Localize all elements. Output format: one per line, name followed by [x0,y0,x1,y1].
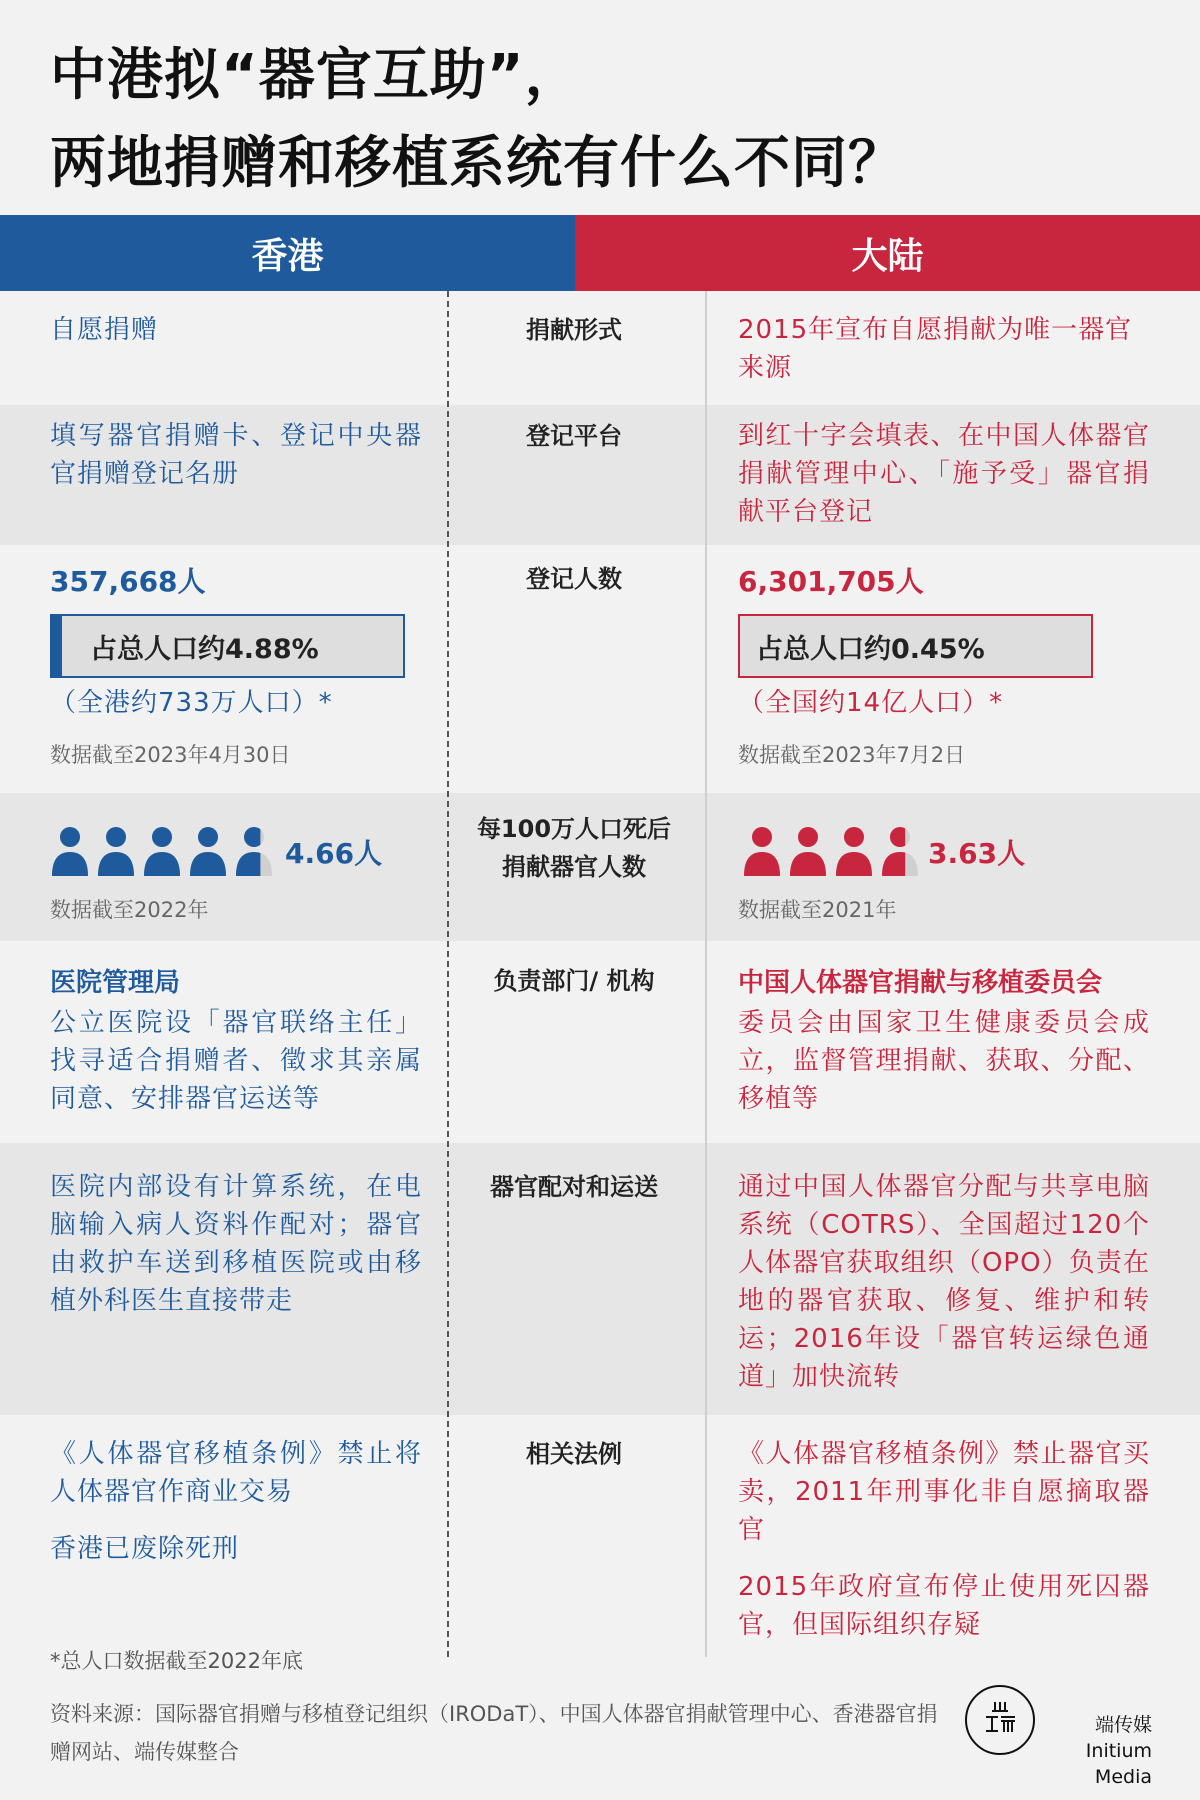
divider-left [447,291,449,1657]
per-million-label [452,810,696,886]
person-icon [880,826,920,876]
per-million-hk-value: 4.66人 [285,837,383,870]
per-million-cn-value: 3.63人 [928,837,1026,870]
page-title [50,32,1150,208]
matching-hk: 医院内部设有计算系统，在电脑输入病人资料作配对；器官由救护车送到移植医院或由移植外科医生直接带走 [50,1172,422,1316]
brand [1040,1712,1152,1790]
registered-hk-percent: 占总人口约4.88% [90,633,319,665]
platform-hk: 填写器官捐赠卡、登记中央器官捐赠登记名册 [50,421,422,489]
law-hk-p2: 香港已废除死刑 [50,1534,240,1564]
title-line-1: 中港拟“器官互助”， [50,43,582,108]
dept-cn-text: 委员会由国家卫生健康委员会成立，监督管理捐献、获取、分配、移植等 [738,1008,1150,1114]
footnote: *总人口数据截至2022年底 [50,1649,303,1673]
registered-hk-date: 数据截至2023年4月30日 [50,743,291,767]
matching-cn: 通过中国人体器官分配与共享电脑系统（COTRS）、全国超过120个人体器官获取组织（OPO）负责在地的器官获取、修复、维护和转运；2016年设「器官转运绿色通道」加快流转 [738,1172,1150,1392]
divider-right [705,291,707,1657]
per-million-hk-date: 数据截至2022年 [50,898,209,922]
law-hk-p1: 《人体器官移植条例》禁止将人体器官作商业交易 [50,1439,422,1507]
person-icon [50,826,90,876]
platform-label: 登记平台 [526,422,622,450]
hk-people-icons [50,826,274,876]
person-icon [834,826,874,876]
dept-cn-title: 中国人体器官捐献与移植委员会 [738,968,1103,998]
dept-hk-title: 医院管理局 [50,968,181,998]
header-mainland: 大陆 [575,215,1200,291]
dept-hk-text: 公立医院设「器官联络主任」找寻适合捐赠者、徵求其亲属同意、安排器官运送等 [50,1008,422,1114]
person-icon [188,826,228,876]
per-million-cn-date: 数据截至2021年 [738,898,897,922]
platform-cn: 到红十字会填表、在中国人体器官捐献管理中心、「施予受」器官捐献平台登记 [738,421,1150,527]
source-note: 资料来源：国际器官捐赠与移植登记组织（IRODaT）、中国人体器官捐献管理中心、香港器官捐赠网站、端传媒整合 [50,1702,938,1764]
registered-cn-count: 6,301,705人 [738,565,924,598]
cn-people-icons [742,826,920,876]
law-label: 相关法例 [526,1440,622,1468]
person-icon [142,826,182,876]
per-million-label-line-2: 捐献器官人数 [502,853,646,881]
header-hongkong: 香港 [0,215,575,291]
brand-en: Initium Media [1085,1740,1152,1788]
registered-hk-population: （全港约733万人口）* [50,688,333,718]
brand-cn: 端传媒 [1094,1714,1152,1736]
matching-label: 器官配对和运送 [490,1173,658,1201]
initium-logo-icon [965,1685,1035,1755]
registered-cn-percent-box [738,614,1093,678]
person-icon [234,826,274,876]
dept-label: 负责部门/ 机构 [493,967,655,995]
per-million-label-line-1: 每100万人口死后 [476,815,672,843]
registered-cn-percent: 占总人口约0.45% [756,633,985,665]
law-cn-p1: 《人体器官移植条例》禁止器官买卖，2011年刑事化非自愿摘取器官 [738,1439,1150,1545]
column-header [0,215,1200,291]
form-label: 捐献形式 [526,316,622,344]
law-cn-p2: 2015年政府宣布停止使用死囚器官，但国际组织存疑 [738,1572,1150,1640]
form-hk: 自愿捐赠 [50,315,159,345]
person-icon [788,826,828,876]
person-icon [96,826,136,876]
registered-cn-date: 数据截至2023年7月2日 [738,743,966,767]
registered-label: 登记人数 [526,565,622,593]
title-line-2: 两地捐赠和移植系统有什么不同？ [50,131,905,196]
registered-hk-count: 357,668人 [50,565,206,598]
person-icon [742,826,782,876]
registered-hk-percent-box [50,614,405,678]
form-cn: 2015年宣布自愿捐献为唯一器官来源 [738,315,1133,383]
registered-cn-population: （全国约14亿人口）* [738,688,1004,718]
